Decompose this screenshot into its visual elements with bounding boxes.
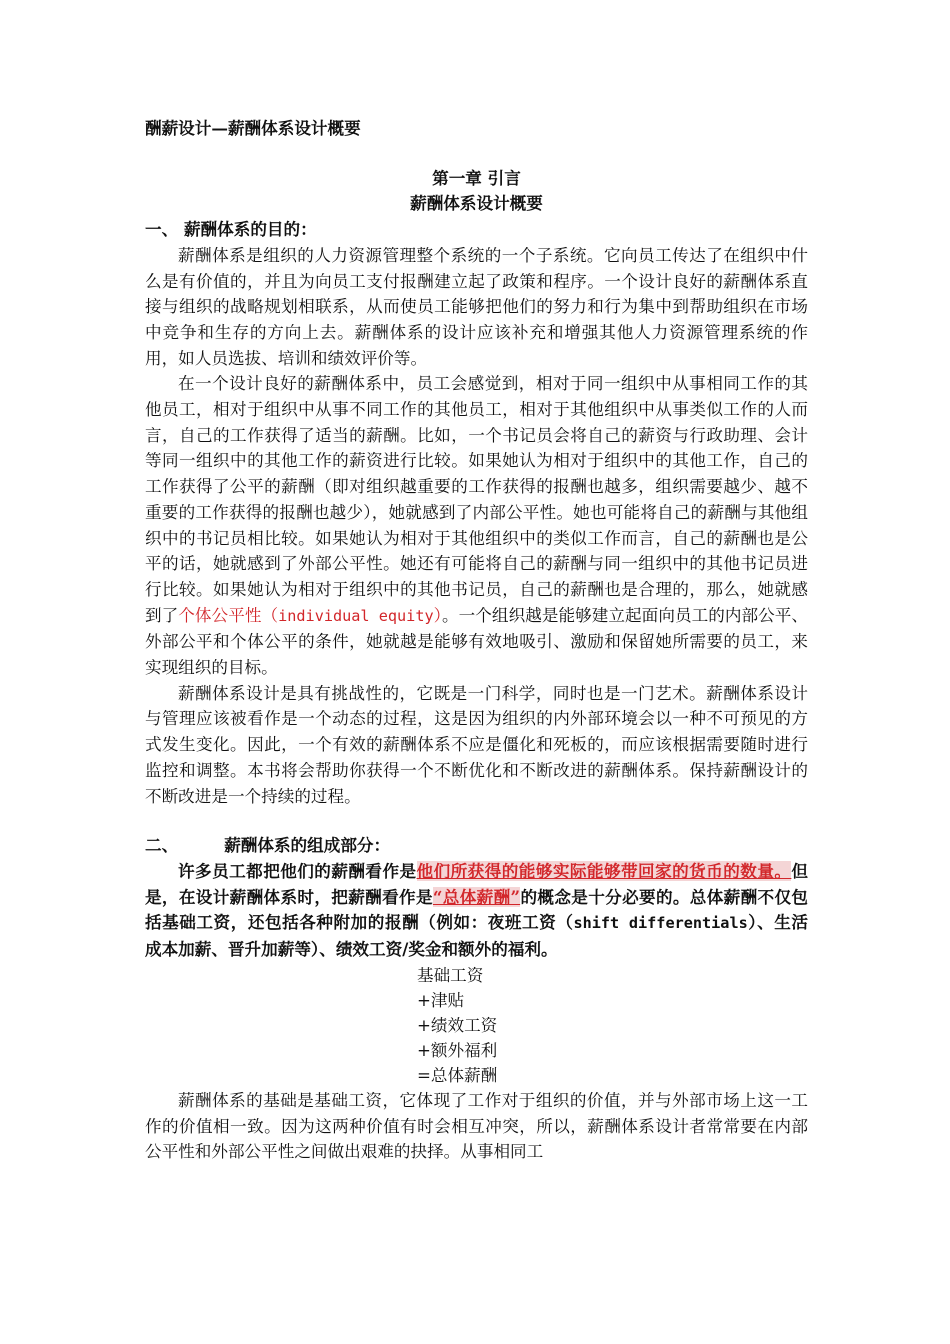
- section-gap: [145, 809, 808, 833]
- highlighted-total-pay-phrase: “总体薪酬”: [432, 886, 521, 907]
- shift-differentials-term: shift differentials: [573, 914, 748, 933]
- formula-line: 基础工资: [417, 965, 484, 985]
- section-2-title: 薪酬体系的组成部分：: [224, 835, 391, 856]
- paragraph-text: 许多员工都把他们的薪酬看作是: [178, 860, 417, 881]
- paragraph-text: ）、生活成本加薪、晋升加薪等）、绩效工资/奖金和额外的福利。: [145, 912, 809, 960]
- section-2-paragraph-1: [145, 859, 808, 963]
- chapter-title: 第一章 引言: [432, 167, 521, 188]
- section-1-paragraph-1: 薪酬体系是组织的人力资源管理整个系统的一个子系统。它向员工传达了在组织中什么是有价值的，并且为向员工支付报酬建立起了政策和程序。一个设计良好的薪酬体系直接与组织的战略规划相联系，从而使员工能够把他们的努力和行为集中到帮助组织在市场中竞争和生存的方向上去。薪酬体系的设计应该补充和增强其他人力资源管理系统的作用，如人员选拔、培训和绩效评价等。: [145, 245, 808, 368]
- formula-line: +津贴: [417, 990, 465, 1010]
- chapter-subtitle: 薪酬体系设计概要: [410, 193, 543, 214]
- section-1-paragraph-2: [145, 371, 808, 680]
- document-page: [145, 116, 808, 1165]
- paragraph-text: 的概念是十分必要的。总体薪酬不仅包括基础工资，还包括各种附加的报酬（例如：夜班工资（: [145, 886, 809, 933]
- total-pay-formula: [145, 963, 808, 1088]
- individual-equity-term: [178, 606, 442, 625]
- individual-equity-en: individual equity: [278, 606, 434, 625]
- individual-equity-close: ）: [433, 605, 443, 625]
- document-title: 酬薪设计—薪酬体系设计概要: [145, 118, 361, 138]
- formula-line: +额外福利: [417, 1040, 498, 1060]
- section-2-paragraph-2: 薪酬体系的基础是基础工资，它体现了工作对于组织的价值，并与外部市场上这一工作的价值相一致。因为这两种价值有时会相互冲突，所以，薪酬体系设计者常常要在内部公平性和外部公平性之间做出艰难的抉择。从事相同工: [145, 1090, 808, 1162]
- section-2-heading: [145, 833, 808, 859]
- formula-line: =总体薪酬: [417, 1065, 498, 1085]
- paragraph-text: 但是，在设计薪酬体系时，把薪酬看作是: [145, 860, 808, 907]
- section-2-number: 二、: [145, 835, 179, 856]
- individual-equity-cn: 个体公平性（: [178, 605, 279, 625]
- section-1-paragraph-3: 薪酬体系设计是具有挑战性的，它既是一门科学，同时也是一门艺术。薪酬体系设计与管理应该被看作是一个动态的过程，这是因为组织的内外部环境会以一种不可预见的方式发生变化。因此，一个有效的薪酬体系不应是僵化和死板的，而应该根据需要随时进行监控和调整。本书将会帮助你获得一个不断优化和不断改进的薪酬体系。保持薪酬设计的不断改进是一个持续的过程。: [145, 683, 808, 806]
- paragraph-2-text-a: 在一个设计良好的薪酬体系中，员工会感觉到，相对于同一组织中从事相同工作的其他员工，相对于组织中从事不同工作的其他员工，相对于其他组织中从事类似工作的人而言，自己的工作获得了适当的薪酬。比如，一个书记员会将自己的薪资与行政助理、会计等同一组织中的其他工作的薪资进行比较。如果她认为相对于组织中的其他工作，自己的工作获得了公平的薪酬（即对组织越重要的工作获得的报酬也越多，组织需要越少、越不重要的工作获得的报酬也越少），她就感到了内部公平性。她也可能将自己的薪酬与其他组织中的书记员相比较。如果她认为相对于其他组织中的类似工作而言，自己的薪酬也是公平的话，她就感到了外部公平性。她还有可能将自己的薪酬与同一组织中的其他书记员进行比较。如果她认为相对于组织中的其他书记员，自己的薪酬也是合理的，那么，她就感到了: [145, 374, 808, 625]
- section-1-heading: 一、 薪酬体系的目的：: [145, 219, 317, 240]
- highlighted-money-phrase: 他们所获得的能够实际能够带回家的货币的数量。: [416, 860, 792, 881]
- paragraph-2-text-b: 。一个组织越是能够建立起面向员工的内部公平、外部公平和个体公平的条件，她就越是能够有效地吸引、激励和保留她所需要的员工，来实现组织的目标。: [145, 605, 809, 678]
- formula-line: +绩效工资: [417, 1015, 498, 1035]
